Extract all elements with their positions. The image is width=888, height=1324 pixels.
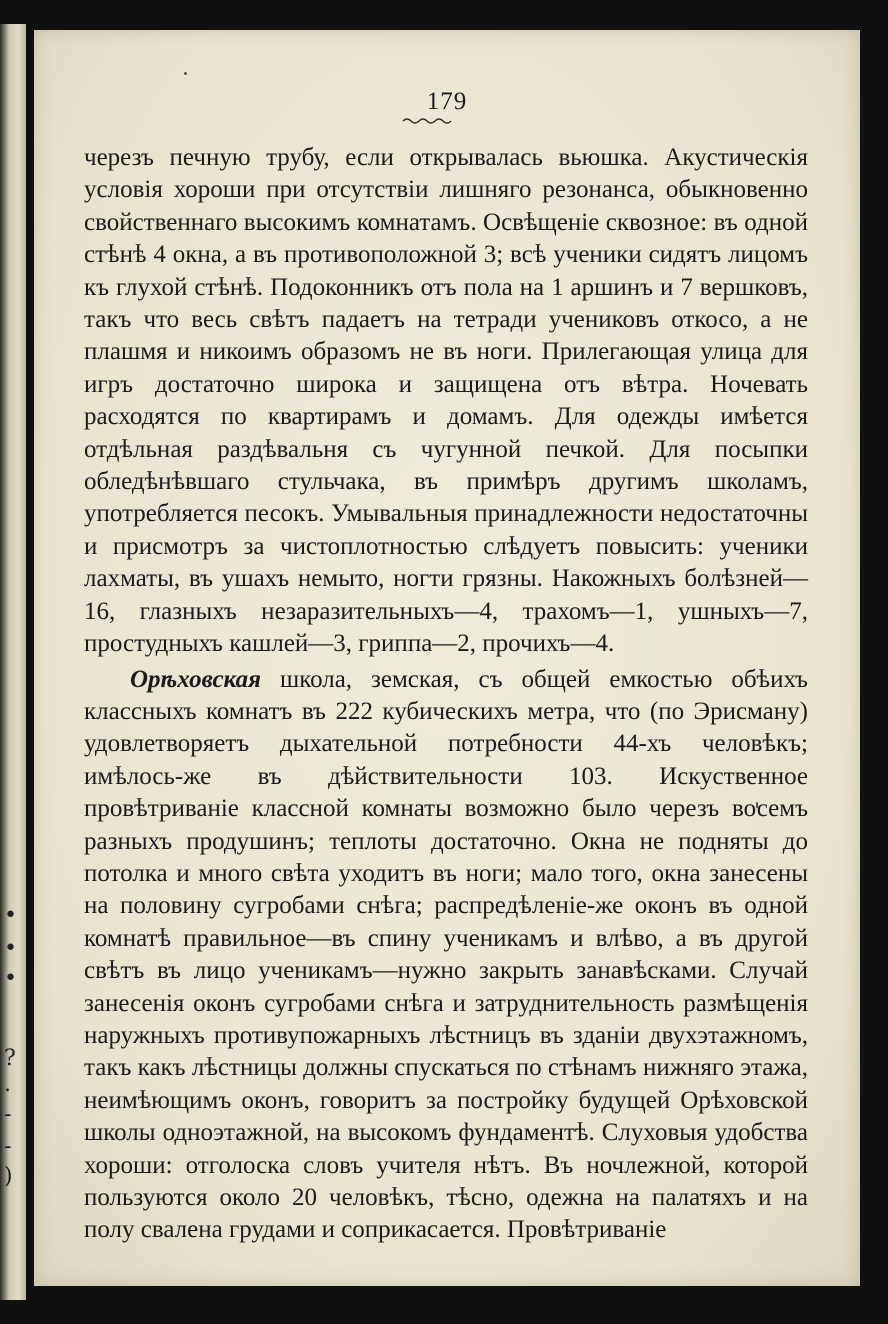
- book-page: [34, 30, 860, 1286]
- paragraph-text: черезъ печную трубу, если открывалась вьюшка. Акустическія условія хороши при отсутствіи лишняго резонанса, обыкновенно свойственнаго высокимъ комнатамъ. Освѣщеніе сквозное: въ одной стѣнѣ 4 окна, а въ противоположной 3; всѣ ученики сидятъ лицомъ къ глухой стѣнѣ. Подоконникъ отъ пола на 1 аршинъ и 7 вершковъ, такъ что весь свѣтъ падаетъ на тетради учениковъ откосо, а не плашмя и никоимъ образомъ не въ ноги. Прилегающая улица для игръ достаточно широка и защищена отъ вѣтра. Ночевать расходятся по квартирамъ и домамъ. Для одежды имѣется отдѣльная раздѣвальня съ чугунной печкой. Для посыпки обледѣнѣвшаго стульчака, въ примѣръ другимъ школамъ, употребляется песокъ. Умывальныя принадлежности недостаточны и присмотръ за чистоплотностью слѣдуетъ повысить: ученики лахматы, въ ушахъ немыто, ногти грязны. Накожныхъ болѣзней—16, глазныхъ незаразительныхъ—4, трахомъ—1, ушныхъ—7, простудныхъ кашлей—3, гриппа—2, прочихъ—4.: [84, 144, 808, 658]
- paragraph-text: школа, земская, съ общей емкостью обѣихъ классныхъ комнатъ въ 222 кубическихъ метра, что (по Эрисману) удовлетворяетъ дыхательной потребности 44-хъ человѣкъ; имѣлось-же въ дѣйствительности 103. Искуственное провѣтриваніе классной комнаты возможно было черезъ восемъ разныхъ продушинъ; теплоты достаточно. Окна не подняты до потолка и много свѣта уходитъ въ ноги; мало того, окна занесены на половину сугробами снѣга; распредѣленіе-же оконъ въ одной комнатѣ правильное—въ спину ученикамъ и влѣво, а въ другой свѣтъ въ лицо ученикамъ—нужно закрыть занавѣсками. Случай занесенія оконъ сугробами снѣга и затруднительность размѣщенія наружныхъ противупожарныхъ лѣстницъ въ зданіи двухэтажномъ, такъ какъ лѣстницы должны спускаться по стѣнамъ нижняго этажа, неимѣющимъ оконъ, говоритъ за постройку будущей Орѣховской школы одноэтажной, на высокомъ фундаментѣ. Слуховыя удобства хороши: отголоска словъ учителя нѣтъ. Въ ночлежной, которой пользуются около 20 человѣкъ, тѣсно, одежна на палатяхъ и на полу свалена грудами и соприкасается. Провѣтриваніе: [84, 665, 808, 1244]
- margin-mark: .: [4, 1072, 11, 1097]
- paragraph-continued: [84, 142, 808, 661]
- body-text: [84, 142, 808, 1247]
- paragraph-lead-word: Орѣховская: [130, 665, 261, 693]
- margin-mark: -: [4, 1134, 12, 1159]
- margin-mark: -: [4, 1102, 12, 1127]
- paper-speck: [184, 72, 187, 75]
- margin-mark: •: [4, 936, 17, 961]
- margin-mark: •: [4, 903, 17, 928]
- paragraph-orekhovskaya-school: [84, 664, 808, 1247]
- previous-page-margin-marks: [2, 0, 22, 1324]
- margin-mark: ?: [4, 1046, 16, 1071]
- page-number: 179: [426, 88, 468, 115]
- wave-ornament-icon: [401, 116, 453, 126]
- margin-mark: •: [4, 966, 17, 991]
- margin-mark: ): [4, 1164, 13, 1189]
